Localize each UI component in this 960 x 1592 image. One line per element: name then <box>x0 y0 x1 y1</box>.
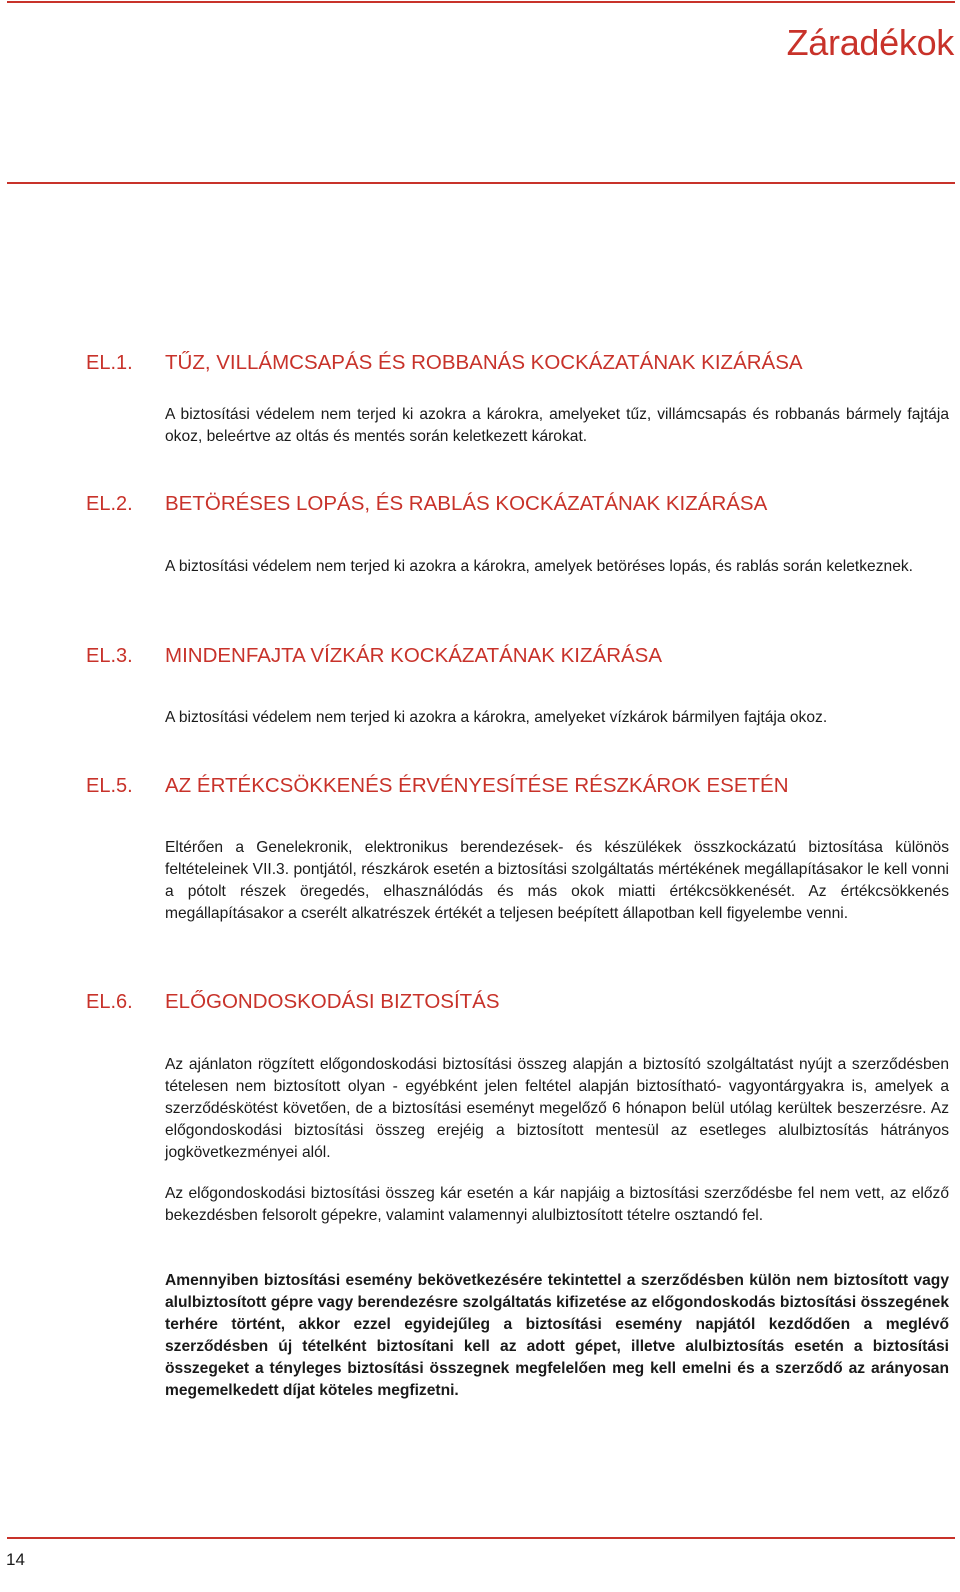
section-paragraph: Az ajánlaton rögzített előgondoskodási biztosítási összeg alapján a biztosító szolgáltatást nyújt a szerződésben tételesen nem biztosított olyan - egyébként jelen feltétel alapján biztosítható- vagyontárgyakra is, amelyek a szerződéskötést követően, de a biztosítási eseményt megelőző 6 hónapon belül utólag kerültek beszerzésre. Az előgondoskodási biztosítási összeg erejéig a biztosított mentesül az esetleges alulbiztosítás hátrányos jogkövetkezményei alól. <box>165 1056 949 1161</box>
section-title: AZ ÉRTÉKCSÖKKENÉS ÉRVÉNYESÍTÉSE RÉSZKÁROK ESETÉN <box>165 774 789 797</box>
footer-rule <box>7 1537 955 1539</box>
section-title: TŰZ, VILLÁMCSAPÁS ÉS ROBBANÁS KOCKÁZATÁNAK KIZÁRÁSA <box>165 351 803 374</box>
section-paragraph: Eltérően a Genelekronik, elektronikus berendezések- és készülékek összkockázatú biztosítása különös feltételeinek VII.3. pontjától, részkárok esetén a biztosítási szolgáltatás mértékének megállapításakor le kell vonni a pótolt részek öregedés, elhasználódás és más okok miatti értékcsökkenését. Az értékcsökkenés megállapításakor a cserélt alkatrészek értékét a teljesen beépített állapotban kell figyelembe venni. <box>165 839 949 922</box>
section-number: EL.1. <box>86 352 133 374</box>
page-title: Záradékok <box>786 22 954 63</box>
top-rule <box>7 1 955 3</box>
section-title: ELŐGONDOSKODÁSI BIZTOSÍTÁS <box>165 990 500 1013</box>
section-paragraph: A biztosítási védelem nem terjed ki azokra a károkra, amelyeket tűz, villámcsapás és robbanás bármely fajtája okoz, beleértve az oltás és mentés során keletkezett károkat. <box>165 406 949 445</box>
page-number: 14 <box>6 1550 25 1569</box>
section-paragraph: A biztosítási védelem nem terjed ki azokra a károkra, amelyek betöréses lopás, és rablás során keletkeznek. <box>165 558 913 575</box>
header-rule <box>7 182 955 184</box>
section-number: EL.6. <box>86 991 133 1013</box>
section-number: EL.3. <box>86 645 133 667</box>
section-paragraph: Az előgondoskodási biztosítási összeg kár esetén a kár napjáig a biztosítási szerződésbe fel nem vett, az előző bekezdésben felsorolt gépekre, valamint valamennyi alulbiztosított tételre osztandó fel. <box>165 1185 949 1224</box>
section-title: BETÖRÉSES LOPÁS, ÉS RABLÁS KOCKÁZATÁNAK KIZÁRÁSA <box>165 492 768 515</box>
section-number: EL.2. <box>86 493 133 515</box>
section-paragraph-bold: Amennyiben biztosítási esemény bekövetkezésére tekintettel a szerződésben külön nem biztosított vagy alulbiztosított gépre vagy berendezésre szolgáltatás kifizetése az előgondoskodás biztosítási összegének terhére történt, akkor ezzel egyidejűleg a biztosítási esemény napjától kezdődően a meglévő szerződésben új tételként biztosítani kell az adott gépet, illetve alulbiztosítás esetén a biztosítási összegeket a tényleges biztosítási összegnek megfelelően meg kell emelni és a szerződő az arányosan megemelkedett díjat köteles megfizetni. <box>165 1272 949 1399</box>
section-number: EL.5. <box>86 775 133 797</box>
section-title: MINDENFAJTA VÍZKÁR KOCKÁZATÁNAK KIZÁRÁSA <box>165 644 663 667</box>
section-paragraph: A biztosítási védelem nem terjed ki azokra a károkra, amelyeket vízkárok bármilyen fajtája okoz. <box>165 709 828 726</box>
